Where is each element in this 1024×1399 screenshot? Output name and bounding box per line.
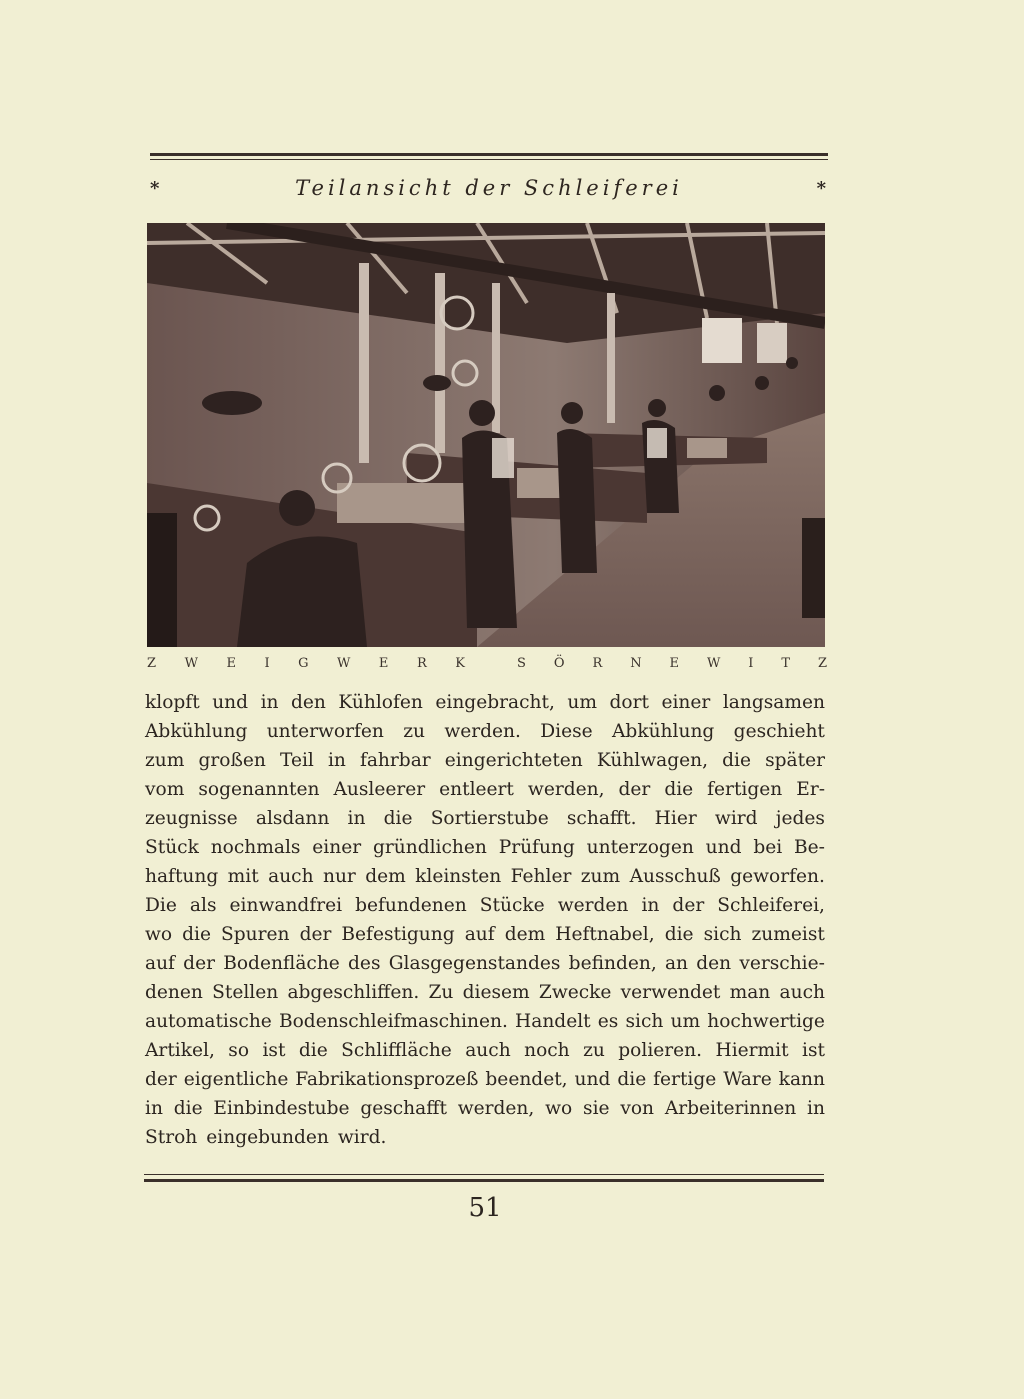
- word: klopft: [145, 692, 200, 713]
- word: die: [664, 779, 694, 800]
- word: unterzogen: [586, 837, 694, 858]
- word: um: [670, 1011, 701, 1032]
- word: fertigen: [707, 779, 783, 800]
- word: befundenen: [355, 895, 467, 916]
- caption-right-letter: T: [781, 656, 790, 671]
- word: später: [765, 750, 825, 771]
- photo-caption: [147, 656, 827, 676]
- word: Kühlofen: [338, 692, 423, 713]
- word: zum: [580, 866, 621, 887]
- word: haftung: [145, 866, 219, 887]
- word: alsdann: [255, 808, 330, 829]
- word: einer: [661, 692, 711, 713]
- word: der: [183, 953, 215, 974]
- word: wo: [145, 924, 173, 945]
- word: Die: [145, 895, 177, 916]
- word: Abkühlung: [611, 721, 715, 742]
- word: des: [348, 953, 381, 974]
- word: Fabrikationsprozeß: [295, 1069, 479, 1090]
- word: von: [620, 1098, 655, 1119]
- text-line: [145, 775, 825, 804]
- word: vom: [145, 779, 185, 800]
- word: eingebracht,: [435, 692, 555, 713]
- word: Prüfung: [498, 837, 575, 858]
- word: Er-: [796, 779, 825, 800]
- word: Stellen: [212, 982, 279, 1003]
- word: werden,: [457, 1098, 535, 1119]
- word: einwandfrei: [229, 895, 343, 916]
- body-text: [145, 688, 825, 1152]
- text-line: [145, 717, 825, 746]
- word: polieren.: [618, 1040, 703, 1061]
- caption-right-letter: S: [517, 656, 526, 671]
- word: Befestigung: [341, 924, 455, 945]
- caption-left-letter: E: [226, 656, 236, 671]
- word: zu: [403, 721, 425, 742]
- word: den: [696, 953, 732, 974]
- word: Schleiferei,: [717, 895, 825, 916]
- word: Bodenfläche: [223, 953, 340, 974]
- word: entleert: [439, 779, 514, 800]
- word: auch: [268, 866, 314, 887]
- word: jedes: [775, 808, 825, 829]
- word: in: [807, 1098, 825, 1119]
- word: kleinsten: [415, 866, 502, 887]
- word: verwendet: [620, 982, 721, 1003]
- word: schafft.: [566, 808, 637, 829]
- word: sie: [583, 1098, 610, 1119]
- caption-left-letter: W: [337, 656, 351, 671]
- word: noch: [524, 1040, 570, 1061]
- word: die: [298, 1040, 328, 1061]
- text-line: [145, 862, 825, 891]
- word: die: [173, 1098, 203, 1119]
- word: Heftnabel,: [555, 924, 655, 945]
- caption-left-letter: R: [416, 656, 427, 671]
- word: befinden,: [568, 953, 657, 974]
- caption-left-letter: K: [455, 656, 465, 671]
- word: Teil: [279, 750, 314, 771]
- word: ist: [262, 1040, 286, 1061]
- word: Ausschuß: [629, 866, 721, 887]
- word: Hiermit: [715, 1040, 789, 1061]
- word: nur: [322, 866, 356, 887]
- word: die: [617, 1069, 647, 1090]
- word: verschie-: [739, 953, 825, 974]
- word: geschafft: [360, 1098, 447, 1119]
- word: Bodenschleifmaschinen.: [278, 1011, 508, 1032]
- word: zu: [583, 1040, 605, 1061]
- word: werden: [557, 895, 629, 916]
- word: fertige: [653, 1069, 717, 1090]
- word: bei: [753, 837, 783, 858]
- text-line: [145, 1094, 825, 1123]
- word: in: [347, 808, 366, 829]
- word: es: [597, 1011, 619, 1032]
- word: der: [618, 779, 651, 800]
- word: abgeschliffen.: [287, 982, 420, 1003]
- word: auch: [465, 1040, 511, 1061]
- word: Sortierstube: [430, 808, 549, 829]
- word: an: [664, 953, 689, 974]
- word: Spuren: [221, 924, 290, 945]
- word: Be-: [794, 837, 825, 858]
- word: ist: [802, 1040, 825, 1061]
- caption-right-letter: N: [630, 656, 642, 671]
- word: auf: [145, 953, 175, 974]
- word: Stück: [145, 837, 199, 858]
- caption-left-letter: Z: [147, 656, 157, 671]
- word: geschieht: [733, 721, 825, 742]
- word: sogenannten: [198, 779, 320, 800]
- word: sich: [625, 1011, 664, 1032]
- caption-right: [517, 656, 827, 676]
- top-rule: [150, 153, 828, 160]
- word: wird.: [337, 1127, 387, 1148]
- word: Einbindestube: [213, 1098, 350, 1119]
- running-header: [150, 176, 828, 208]
- word: Ausleerer: [333, 779, 426, 800]
- caption-right-letter: I: [748, 656, 754, 671]
- word: dem: [504, 924, 546, 945]
- text-line: [145, 746, 825, 775]
- text-line: [145, 833, 825, 862]
- word: dort: [609, 692, 649, 713]
- word: die: [664, 924, 694, 945]
- word: und: [212, 692, 249, 713]
- word: Schliffläche: [341, 1040, 452, 1061]
- factory-photo: [147, 223, 825, 647]
- word: Arbeiterinnen: [664, 1098, 797, 1119]
- word: unterworfen: [266, 721, 384, 742]
- word: denen: [145, 982, 203, 1003]
- word: diesem: [462, 982, 530, 1003]
- caption-left-letter: I: [264, 656, 270, 671]
- caption-right-letter: R: [592, 656, 603, 671]
- word: die: [182, 924, 212, 945]
- word: gründlichen: [372, 837, 487, 858]
- word: Artikel,: [145, 1040, 215, 1061]
- text-line: [145, 949, 825, 978]
- word: Handelt: [515, 1011, 591, 1032]
- word: auf: [464, 924, 495, 945]
- page-title: Teilansicht der Schleiferei: [295, 176, 683, 200]
- word: Kühlwagen,: [596, 750, 709, 771]
- text-line: [145, 1036, 825, 1065]
- word: die: [383, 808, 413, 829]
- word: geworfen.: [730, 866, 825, 887]
- caption-right-letter: Ö: [553, 656, 565, 671]
- word: die: [722, 750, 751, 771]
- word: wird: [714, 808, 758, 829]
- text-line: [145, 920, 825, 949]
- word: Diese: [540, 721, 593, 742]
- ornament-left: *: [150, 178, 160, 199]
- text-line: [145, 804, 825, 833]
- word: den: [291, 692, 326, 713]
- word: Ware: [723, 1069, 772, 1090]
- word: zum: [145, 750, 185, 771]
- word: Stücke: [479, 895, 545, 916]
- bottom-rule: [144, 1174, 824, 1182]
- word: so: [228, 1040, 250, 1061]
- text-line: [145, 1007, 825, 1036]
- word: und: [574, 1069, 611, 1090]
- word: eigentliche: [183, 1069, 289, 1090]
- caption-right-letter: E: [669, 656, 679, 671]
- word: automatische: [145, 1011, 272, 1032]
- word: eingebunden: [206, 1127, 329, 1148]
- caption-left: [147, 656, 465, 676]
- word: Hier: [654, 808, 697, 829]
- word: werden.: [444, 721, 521, 742]
- word: eingerichteten: [444, 750, 583, 771]
- word: kann: [778, 1069, 825, 1090]
- word: in: [641, 895, 660, 916]
- word: langsamen: [722, 692, 825, 713]
- caption-left-letter: E: [378, 656, 389, 671]
- text-line: [145, 1065, 825, 1094]
- word: der: [299, 924, 332, 945]
- word: Stroh: [145, 1127, 198, 1148]
- caption-left-letter: W: [184, 656, 198, 671]
- text-line: [145, 978, 825, 1007]
- word: Fehler: [510, 866, 572, 887]
- word: dem: [365, 866, 406, 887]
- word: nochmals: [210, 837, 301, 858]
- word: Abkühlung: [145, 721, 248, 742]
- word: in: [145, 1098, 163, 1119]
- word: Zwecke: [538, 982, 612, 1003]
- word: in: [260, 692, 279, 713]
- word: mit: [227, 866, 259, 887]
- text-line: [145, 1123, 825, 1152]
- caption-right-letter: Z: [817, 656, 827, 671]
- word: als: [189, 895, 217, 916]
- word: man: [729, 982, 771, 1003]
- word: beendet,: [485, 1069, 568, 1090]
- word: Zu: [428, 982, 454, 1003]
- ornament-right: *: [816, 178, 826, 199]
- word: hochwertige: [707, 1011, 825, 1032]
- word: sich: [703, 924, 742, 945]
- word: und: [705, 837, 742, 858]
- caption-left-letter: G: [298, 656, 309, 671]
- word: wo: [545, 1098, 573, 1119]
- word: in: [327, 750, 346, 771]
- word: großen: [198, 750, 266, 771]
- word: zeugnisse: [145, 808, 238, 829]
- word: der: [672, 895, 705, 916]
- word: fahrbar: [359, 750, 431, 771]
- word: um: [567, 692, 597, 713]
- text-line: [145, 891, 825, 920]
- word: zumeist: [751, 924, 825, 945]
- word: werden,: [527, 779, 605, 800]
- word: einer: [312, 837, 362, 858]
- caption-right-letter: W: [706, 656, 721, 671]
- text-line: [145, 688, 825, 717]
- word: der: [145, 1069, 177, 1090]
- word: Glasgegenstandes: [388, 953, 561, 974]
- page-number: 51: [468, 1193, 502, 1223]
- word: auch: [779, 982, 825, 1003]
